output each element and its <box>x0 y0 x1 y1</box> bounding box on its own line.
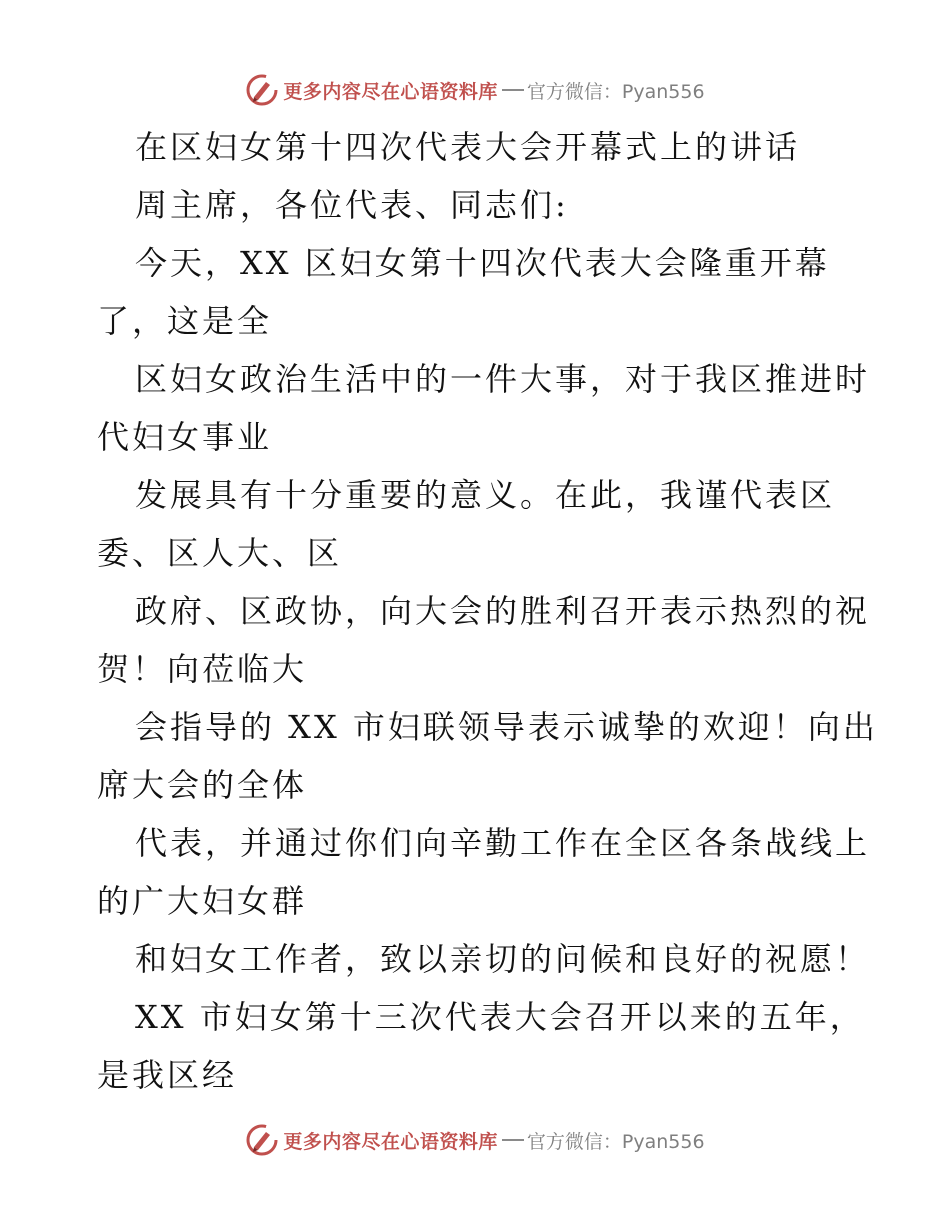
paragraph-line: 和妇女工作者，致以亲切的问候和良好的祝愿！ <box>135 940 871 978</box>
paragraph-line: 代表，并通过你们向辛勤工作在全区各条战线上 <box>135 824 871 862</box>
salutation: 周主席，各位代表、同志们: <box>135 186 569 224</box>
footer-banner <box>0 1120 950 1160</box>
brand-logo-icon <box>245 73 279 107</box>
paragraph-line: 区妇女政治生活中的一件大事，对于我区推进时 <box>135 360 871 398</box>
document-body <box>97 118 878 1104</box>
paragraph-line: 代妇女事业 <box>97 418 273 456</box>
brand-logo-icon <box>245 1123 279 1157</box>
paragraph-line: 发展具有十分重要的意义。在此，我谨代表区 <box>135 476 836 514</box>
paragraph-line: 贺！向莅临大 <box>97 650 308 688</box>
paragraph-line: 委、区人大、区 <box>97 534 343 572</box>
paragraph-line: 的广大妇女群 <box>97 882 308 920</box>
paragraph-line: 席大会的全体 <box>97 766 308 804</box>
banner-promo-text: 更多内容尽在心语资料库 <box>283 80 498 103</box>
paragraph-line: 了，这是全 <box>97 302 273 340</box>
banner-promo-text: 更多内容尽在心语资料库 <box>283 1130 498 1153</box>
banner-wechat-text: 官方微信：Pyan556 <box>526 80 705 103</box>
banner-dash-divider <box>502 1139 524 1141</box>
paragraph-line: 会指导的 XX 市妇联领导表示诚挚的欢迎！向出 <box>135 708 878 746</box>
paragraph-line: 今天，XX 区妇女第十四次代表大会隆重开幕 <box>135 244 830 282</box>
paragraph-line: 是我区经 <box>97 1056 238 1094</box>
banner-dash-divider <box>502 89 524 91</box>
paragraph-line: XX 市妇女第十三次代表大会召开以来的五年， <box>135 998 865 1036</box>
document-title: 在区妇女第十四次代表大会开幕式上的讲话 <box>135 128 801 166</box>
header-banner <box>0 70 950 110</box>
paragraph-line: 政府、区政协，向大会的胜利召开表示热烈的祝 <box>135 592 871 630</box>
banner-wechat-text: 官方微信：Pyan556 <box>526 1130 705 1153</box>
